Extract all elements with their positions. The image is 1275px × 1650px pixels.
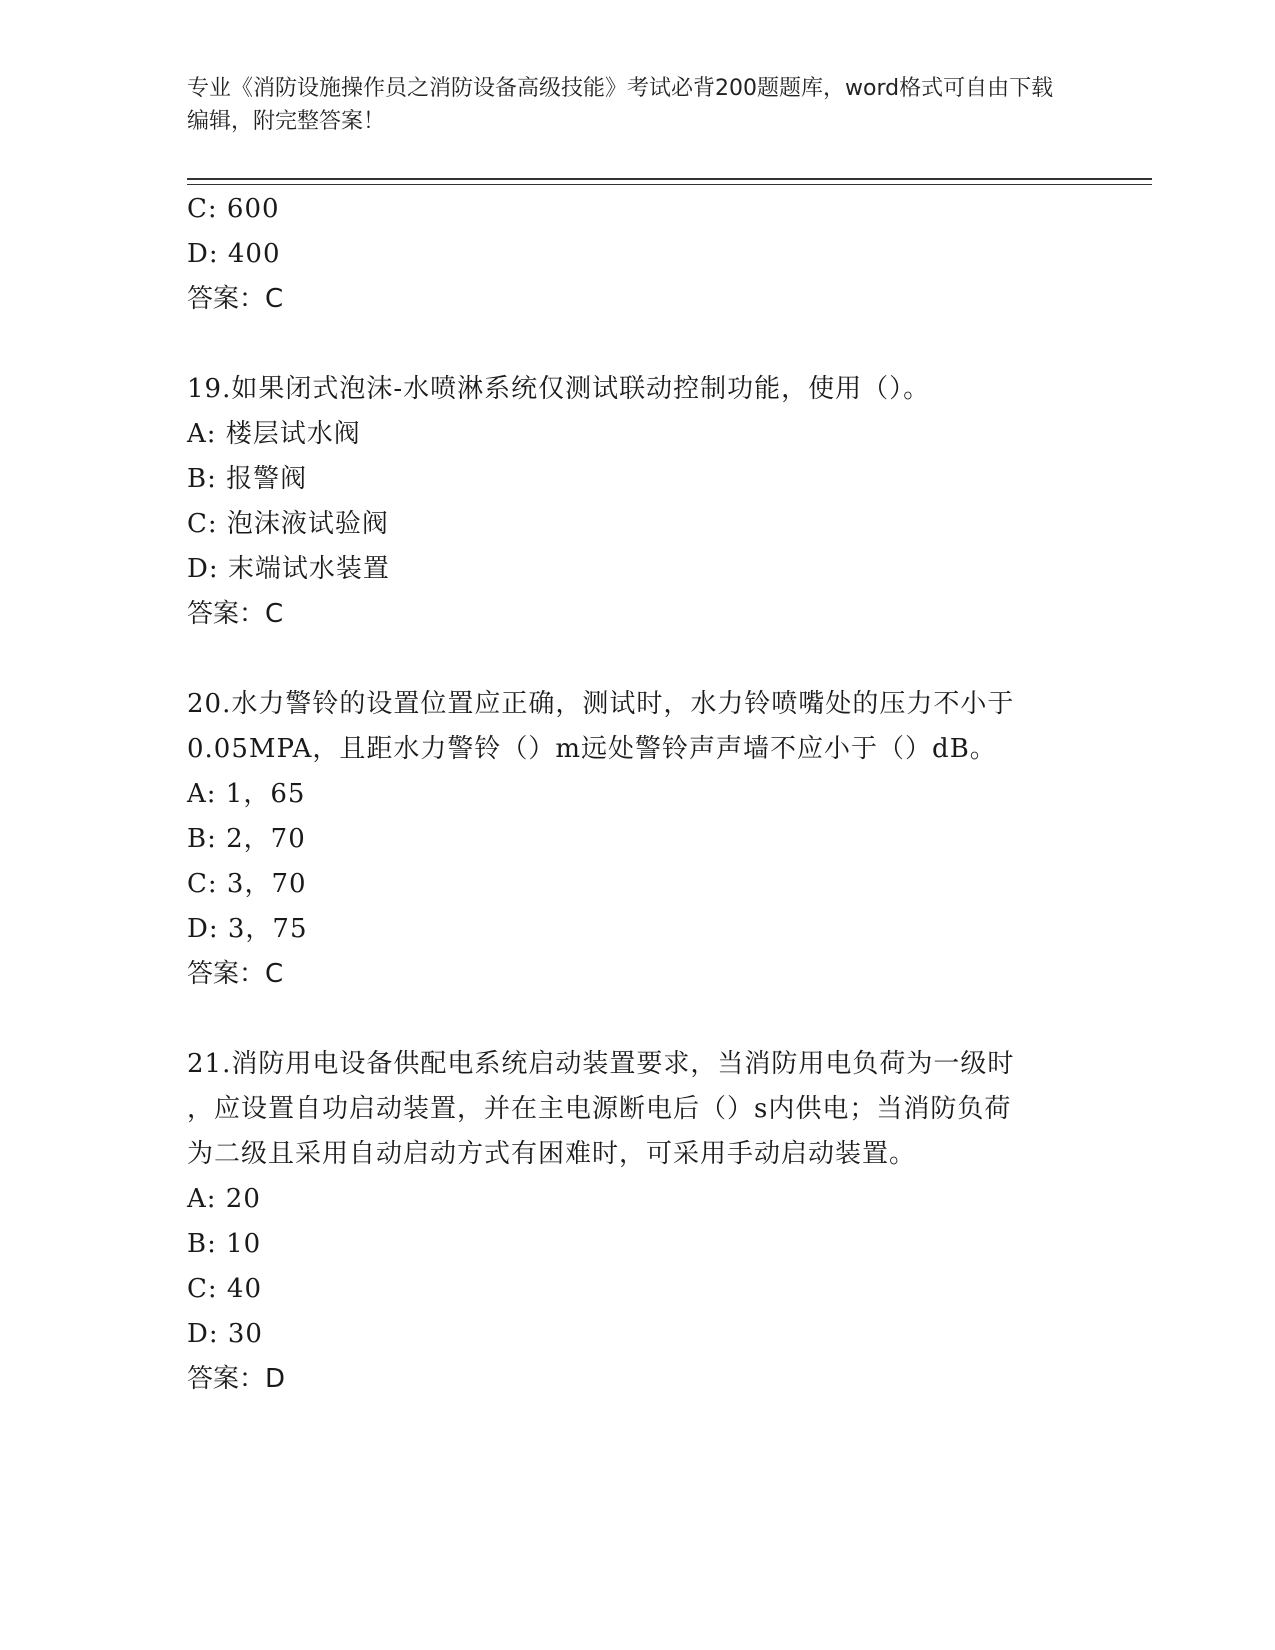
q21-option-c: C: 40 xyxy=(187,1274,263,1304)
q20-stem-line1: 20.水力警铃的设置位置应正确，测试时，水力铃喷嘴处的压力不小于 xyxy=(187,689,1015,719)
q20-stem-line2: 0.05MPA，且距水力警铃（）m远处警铃声声墙不应小于（）dB。 xyxy=(187,734,997,764)
q19-answer: 答案：C xyxy=(187,599,284,629)
q20-answer: 答案：C xyxy=(187,959,284,989)
q21-option-d: D: 30 xyxy=(187,1319,263,1349)
q19-stem: 19.如果闭式泡沫-水喷淋系统仅测试联动控制功能，使用（）。 xyxy=(187,374,931,404)
q21-answer: 答案：D xyxy=(187,1364,286,1394)
q19-option-c: C: 泡沫液试验阀 xyxy=(187,509,389,539)
q20-option-a: A: 1，65 xyxy=(187,779,306,809)
q21-option-b: B: 10 xyxy=(187,1229,262,1259)
header-divider xyxy=(187,178,1152,185)
q19-option-b: B: 报警阀 xyxy=(187,464,308,494)
q20-option-d: D: 3，75 xyxy=(187,914,308,944)
q21-stem-line2: ，应设置自功启动装置，并在主电源断电后（）s内供电；当消防负荷 xyxy=(187,1094,1012,1124)
prev-option-d: D: 400 xyxy=(187,239,281,269)
q19-option-a: A: 楼层试水阀 xyxy=(187,419,361,449)
q19-option-d: D: 末端试水装置 xyxy=(187,554,390,584)
q21-stem-line3: 为二级且采用自动启动方式有困难时，可采用手动启动装置。 xyxy=(187,1139,917,1169)
q20-option-b: B: 2，70 xyxy=(187,824,306,854)
q21-option-a: A: 20 xyxy=(187,1184,261,1214)
prev-option-c: C: 600 xyxy=(187,194,280,224)
prev-answer: 答案：C xyxy=(187,284,284,314)
document-header: 专业《消防设施操作员之消防设备高级技能》考试必背200题题库，word格式可自由下载编辑，附完整答案！ xyxy=(187,76,1054,134)
q20-option-c: C: 3，70 xyxy=(187,869,307,899)
q21-stem-line1: 21.消防用电设备供配电系统启动装置要求，当消防用电负荷为一级时 xyxy=(187,1049,1015,1079)
